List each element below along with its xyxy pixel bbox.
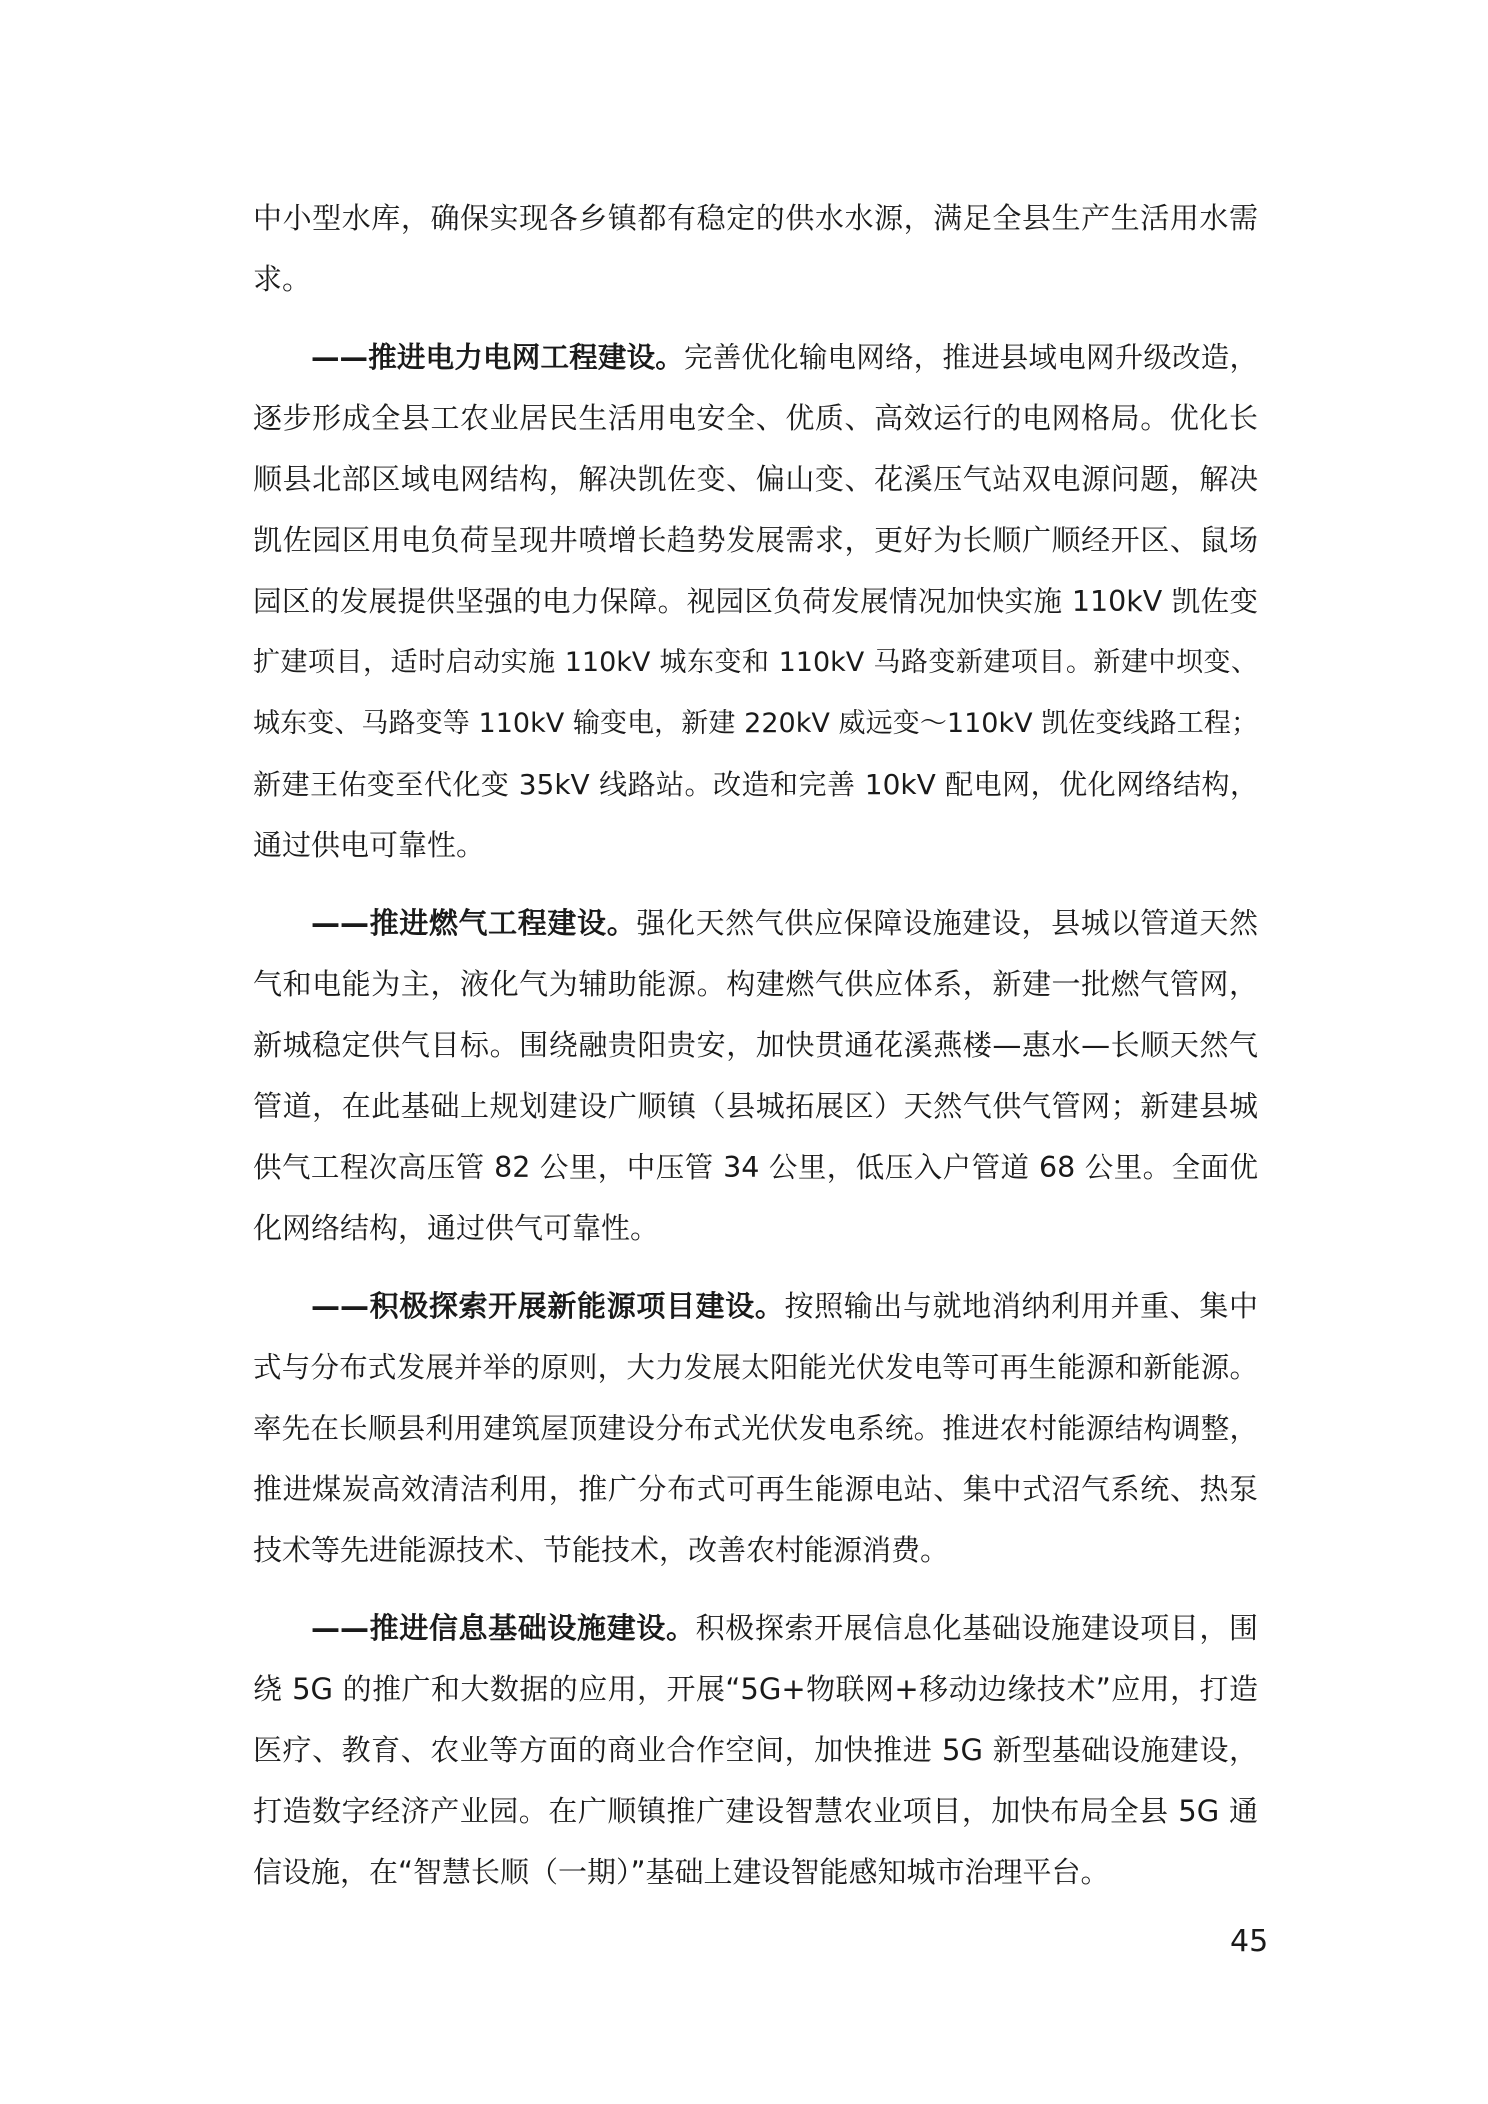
paragraph-water-supply	[253, 188, 1258, 310]
paragraph-gas	[253, 893, 1258, 1259]
text-line: 化网络结构，通过供气可靠性。	[253, 1211, 660, 1245]
text-line: 新城稳定供气目标。围绕融贵阳贵安，加快贯通花溪燕楼—惠水—长顺天然气	[253, 1028, 1258, 1062]
text-line	[253, 893, 1258, 954]
text-line: 管道，在此基础上规划建设广顺镇（县城拓展区）天然气供气管网；新建县城	[253, 1089, 1258, 1123]
document-body	[253, 188, 1258, 1920]
section-heading: ——积极探索开展新能源项目建设。	[311, 1289, 785, 1323]
text-line: 技术等先进能源技术、节能技术，改善农村能源消费。	[253, 1533, 950, 1567]
paragraph-new-energy	[253, 1276, 1258, 1581]
text-line: 扩建项目，适时启动实施 110kV 城东变和 110kV 马路变新建项目。新建中坝变、	[253, 647, 1258, 678]
text-line: 求。	[253, 262, 312, 296]
text-line: 打造数字经济产业园。在广顺镇推广建设智慧农业项目，加快布局全县 5G 通	[253, 1794, 1258, 1828]
text-line	[253, 327, 1258, 388]
text-line: 医疗、教育、农业等方面的商业合作空间，加快推进 5G 新型基础设施建设，	[253, 1733, 1258, 1767]
section-heading: ——推进电力电网工程建设。	[311, 341, 685, 374]
paragraph-power-grid	[253, 327, 1258, 876]
text-run: 强化天然气供应保障设施建设，县城以管道天然	[636, 906, 1258, 940]
text-line: 气和电能为主，液化气为辅助能源。构建燃气供应体系，新建一批燃气管网，	[253, 967, 1258, 1001]
text-line: 率先在长顺县利用建筑屋顶建设分布式光伏发电系统。推进农村能源结构调整，	[253, 1412, 1258, 1445]
page-number: 45	[1230, 1924, 1269, 1959]
text-line: 园区的发展提供坚强的电力保障。视园区负荷发展情况加快实施 110kV 凯佐变	[253, 585, 1258, 618]
text-line: 逐步形成全县工农业居民生活用电安全、优质、高效运行的电网格局。优化长	[253, 401, 1258, 435]
text-line	[253, 1598, 1258, 1659]
text-line: 信设施，在“智慧长顺（一期）”基础上建设智能感知城市治理平台。	[253, 1855, 1110, 1889]
text-line: 新建王佑变至代化变 35kV 线路站。改造和完善 10kV 配电网，优化网络结构，	[253, 768, 1258, 801]
text-line: 式与分布式发展并举的原则，大力发展太阳能光伏发电等可再生能源和新能源。	[253, 1351, 1258, 1384]
text-line: 供气工程次高压管 82 公里，中压管 34 公里，低压入户管道 68 公里。全面优	[253, 1151, 1258, 1184]
text-line: 中小型水库，确保实现各乡镇都有稳定的供水水源，满足全县生产生活用水需	[253, 201, 1258, 235]
section-heading: ——推进信息基础设施建设。	[311, 1611, 696, 1645]
text-run: 按照输出与就地消纳利用并重、集中	[784, 1289, 1258, 1323]
text-run: 完善优化输电网络，推进县域电网升级改造，	[684, 341, 1258, 374]
text-line	[253, 1276, 1258, 1337]
text-line: 凯佐园区用电负荷呈现井喷增长趋势发展需求，更好为长顺广顺经开区、鼠场	[253, 523, 1258, 557]
text-line: 绕 5G 的推广和大数据的应用，开展“5G+物联网+移动边缘技术”应用，打造	[253, 1672, 1258, 1706]
text-line: 城东变、马路变等 110kV 输变电，新建 220kV 威远变～110kV 凯佐变线路工程；	[253, 708, 1258, 739]
text-line: 通过供电可靠性。	[253, 828, 486, 862]
text-line: 推进煤炭高效清洁利用，推广分布式可再生能源电站、集中式沼气系统、热泵	[253, 1472, 1258, 1506]
text-run: 积极探索开展信息化基础设施建设项目，围	[695, 1611, 1258, 1645]
section-heading: ——推进燃气工程建设。	[311, 906, 637, 940]
paragraph-info-infrastructure	[253, 1598, 1258, 1903]
text-line: 顺县北部区域电网结构，解决凯佐变、偏山变、花溪压气站双电源问题，解决	[253, 462, 1258, 496]
